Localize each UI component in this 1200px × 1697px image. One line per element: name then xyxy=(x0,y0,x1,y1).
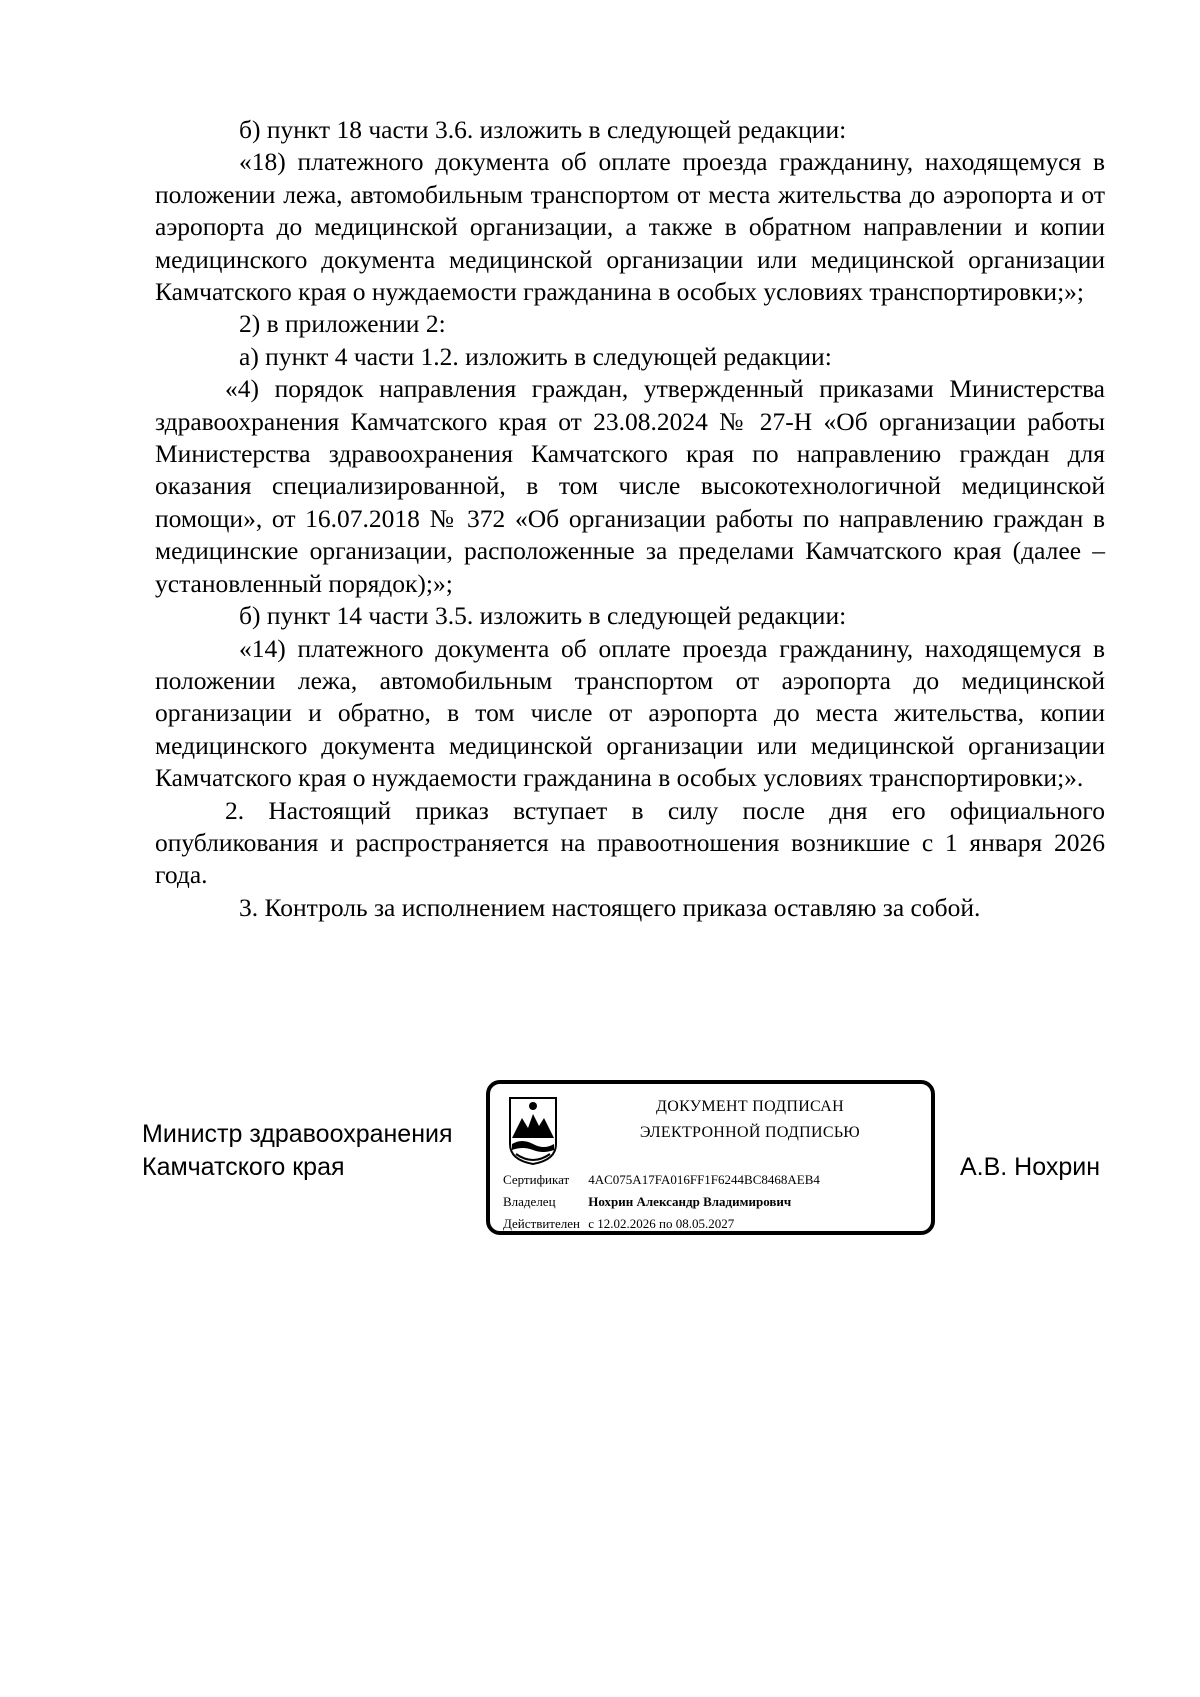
stamp-cert-label: Сертификат xyxy=(503,1172,570,1187)
paragraph-5: «4) порядок направления граждан, утвержденный приказами Министерства здравоохранения Камчатского края от 23.08.2024 № 27-Н «Об организации работы Министерства здравоохранения Камчатского края по направлению граждан для оказания специализированной, в том числе высокотехнологичной медицинской помощи», от 16.07.2018 № 372 «Об организации работы по направлению граждан в медицинские организации, расположенные за пределами Камчатского края (далее – установленный порядок);»; xyxy=(155,374,1105,598)
stamp-valid-label: Действителен xyxy=(503,1216,580,1231)
stamp-valid-value: с 12.02.2026 по 08.05.2027 xyxy=(588,1216,735,1231)
stamp-cert-value: 4AC075A17FA016FF1F6244BC8468AEB4 xyxy=(588,1172,820,1187)
stamp-owner-row xyxy=(503,1194,791,1210)
paragraph-6: б) пункт 14 части 3.5. изложить в следующей редакции: xyxy=(239,601,847,631)
paragraph-9: 3. Контроль за исполнением настоящего приказа оставляю за собой. xyxy=(239,892,981,922)
paragraph-7: «14) платежного документа об оплате проезда гражданину, находящемуся в положении лежа, автомобильным транспортом от аэропорта до медицинской организации и обратно, в том числе от аэропорта до места жительства, копии медицинского документа медицинской организации или медицинской организации Камчатского края о нуждаемости гражданина в особых условиях транспортировки;». xyxy=(155,633,1105,793)
stamp-cert-row xyxy=(503,1172,820,1188)
electronic-signature-stamp xyxy=(486,1080,935,1235)
kamchatka-emblem-icon xyxy=(502,1094,564,1166)
stamp-owner-label: Владелец xyxy=(503,1194,556,1209)
signer-position-line1: Министр здравоохранения xyxy=(142,1120,453,1148)
stamp-owner-value: Нохрин Александр Владимирович xyxy=(588,1194,792,1209)
signer-name: А.В. Нохрин xyxy=(960,1153,1101,1181)
paragraph-4: а) пункт 4 части 1.2. изложить в следующей редакции: xyxy=(239,341,832,371)
signer-position xyxy=(142,1118,453,1184)
paragraph-2: «18) платежного документа об оплате проезда гражданину, находящемуся в положении лежа, автомобильным транспортом от места жительства до аэропорта и от аэропорта до медицинской организации, а также в обратном направлении и копии медицинского документа медицинской организации или медицинской организации Камчатского края о нуждаемости гражданина в особых условиях транспортировки;»; xyxy=(155,147,1105,307)
signer-position-line2: Камчатского края xyxy=(142,1153,345,1181)
stamp-header xyxy=(590,1094,910,1146)
paragraph-3: 2) в приложении 2: xyxy=(239,309,446,339)
stamp-header-line1: ДОКУМЕНТ ПОДПИСАН xyxy=(656,1098,844,1115)
paragraph-8: 2. Настоящий приказ вступает в силу после дня его официального опубликования и распространяется на правоотношения возникшие с 1 января 2026 года. xyxy=(155,795,1105,890)
document-body xyxy=(155,114,1105,924)
stamp-header-line2: ЭЛЕКТРОННОЙ ПОДПИСЬЮ xyxy=(639,1124,861,1141)
stamp-valid-row xyxy=(503,1216,734,1232)
paragraph-1: б) пункт 18 части 3.6. изложить в следующей редакции: xyxy=(239,115,847,144)
